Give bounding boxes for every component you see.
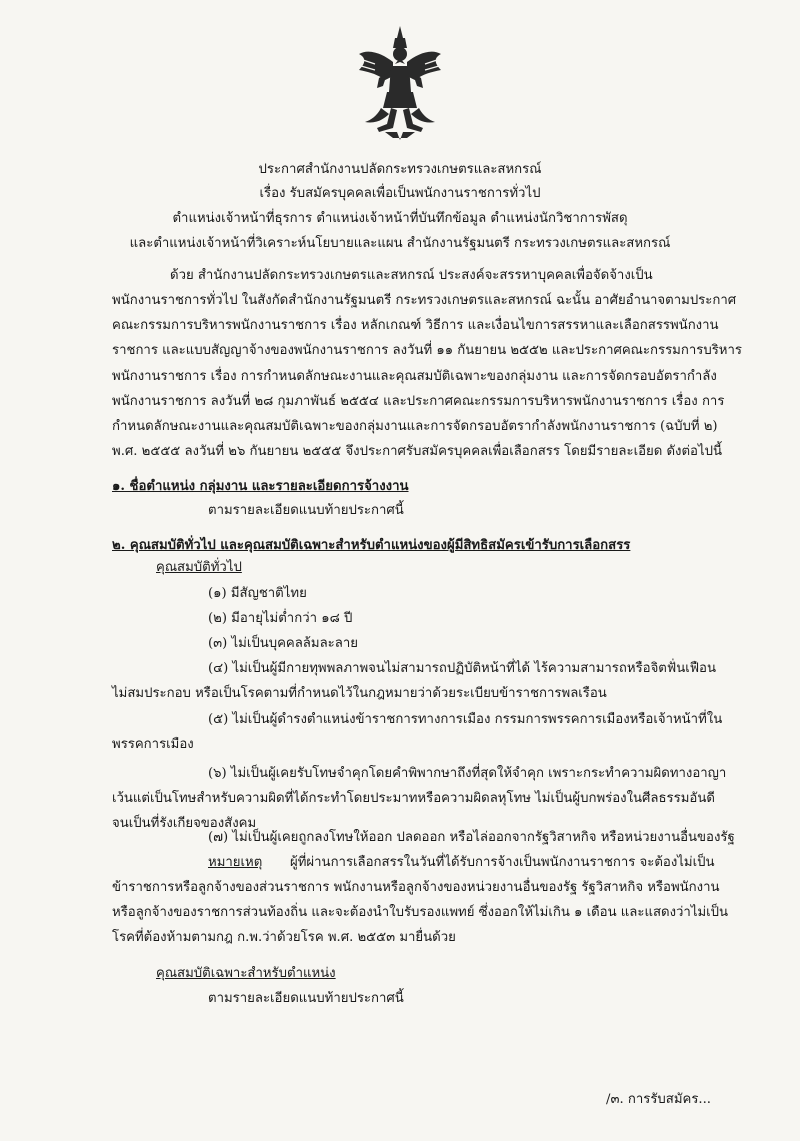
qualification-item: (๑) มีสัญชาติไทย: [208, 586, 307, 601]
intro-line: ราชการ และแบบสัญญาจ้างของพนักงานราชการ ลงวันที่ ๑๑ กันยายน ๒๕๕๒ และประกาศคณะกรรมการบริหาร: [112, 343, 742, 358]
qualification-item: (๕) ไม่เป็นผู้ดำรงตำแหน่งข้าราชการทางการเมือง กรรมการพรรคการเมืองหรือเจ้าหน้าที่ใน: [208, 712, 723, 727]
intro-line: พนักงานราชการ ลงวันที่ ๒๘ กุมภาพันธ์ ๒๕๕๔ และประกาศคณะกรรมการบริหารพนักงานราชการ เรื่อง การ: [112, 394, 725, 409]
section-1-body: ตามรายละเอียดแนบท้ายประกาศนี้: [208, 503, 404, 518]
garuda-emblem-icon: [355, 24, 445, 144]
qualification-item: (๗) ไม่เป็นผู้เคยถูกลงโทษให้ออก ปลดออก หรือไล่ออกจากรัฐวิสาหกิจ หรือหน่วยงานอื่นของรัฐ: [208, 830, 735, 845]
intro-line: พนักงานราชการ เรื่อง การกำหนดลักษณะงานและคุณสมบัติเฉพาะของกลุ่มงาน และการจัดกรอบอัตรากำลัง: [112, 369, 717, 384]
general-qualifications-label: คุณสมบัติทั่วไป: [156, 560, 242, 575]
intro-line: กำหนดลักษณะงานและคุณสมบัติเฉพาะของกลุ่มงานและการจัดกรอบอัตรากำลังพนักงานราชการ (ฉบับที่ ๒): [112, 419, 718, 434]
intro-line: พ.ศ. ๒๕๕๕ ลงวันที่ ๒๖ กันยายน ๒๕๕๕ จึงประกาศรับสมัครบุคคลเพื่อเลือกสรร โดยมีรายละเอียด ดังต่อไปนี้: [112, 444, 722, 459]
announcement-subject: เรื่อง รับสมัครบุคคลเพื่อเป็นพนักงานราชการทั่วไป: [259, 186, 541, 201]
remark-label: หมายเหตุ: [208, 855, 263, 870]
qualification-item: (๔) ไม่เป็นผู้มีกายทุพพลภาพจนไม่สามารถปฏิบัติหน้าที่ได้ ไร้ความสามารถหรือจิตฟั่นเฟือน: [208, 661, 716, 676]
intro-line: คณะกรรมการบริหารพนักงานราชการ เรื่อง หลักเกณฑ์ วิธีการ และเงื่อนไขการสรรหาและเลือกสรรพนักงาน: [112, 318, 719, 333]
section-2-heading: ๒. คุณสมบัติทั่วไป และคุณสมบัติเฉพาะสำหรับตำแหน่งของผู้มีสิทธิสมัครเข้ารับการเลือกสรร: [112, 538, 631, 553]
remark-line: หรือลูกจ้างของราชการส่วนท้องถิ่น และจะต้องนำใบรับรองแพทย์ ซึ่งออกให้ไม่เกิน ๑ เดือน และแสดงว่าไม่เป็น: [112, 905, 729, 920]
remark-line: ข้าราชการหรือลูกจ้างของส่วนราชการ พนักงานหรือลูกจ้างของหน่วยงานอื่นของรัฐ รัฐวิสาหกิจ หรือพนักงาน: [112, 880, 720, 895]
section-1-heading: ๑. ชื่อตำแหน่ง กลุ่มงาน และรายละเอียดการจ้างงาน: [112, 479, 409, 494]
qualification-item-cont: ไม่สมประกอบ หรือเป็นโรคตามที่กำหนดไว้ในกฎหมายว่าด้วยระเบียบข้าราชการพลเรือน: [112, 686, 607, 701]
announcement-positions-cont: และตำแหน่งเจ้าหน้าที่วิเคราะห์นโยบายและแผน สำนักงานรัฐมนตรี กระทรวงเกษตรและสหกรณ์: [129, 236, 671, 251]
announcement-positions: ตำแหน่งเจ้าหน้าที่ธุรการ ตำแหน่งเจ้าหน้าที่บันทึกข้อมูล ตำแหน่งนักวิชาการพัสดุ: [172, 211, 628, 226]
specific-qualifications-body: ตามรายละเอียดแนบท้ายประกาศนี้: [208, 991, 404, 1006]
intro-line: ด้วย สำนักงานปลัดกระทรวงเกษตรและสหกรณ์ ประสงค์จะสรรหาบุคคลเพื่อจัดจ้างเป็น: [170, 268, 653, 283]
qualification-item-cont: เว้นแต่เป็นโทษสำหรับความผิดที่ได้กระทำโดยประมาทหรือความผิดลหุโทษ ไม่เป็นผู้บกพร่องในศีลธรรมอันดี: [112, 791, 715, 806]
qualification-item-cont: จนเป็นที่รังเกียจของสังคม: [112, 816, 257, 831]
qualification-item-cont: พรรคการเมือง: [112, 737, 194, 752]
announcement-title: ประกาศสำนักงานปลัดกระทรวงเกษตรและสหกรณ์: [258, 162, 542, 177]
qualification-item: (๖) ไม่เป็นผู้เคยรับโทษจำคุกโดยคำพิพากษาถึงที่สุดให้จำคุก เพราะกระทำความผิดทางอาญา: [208, 766, 727, 781]
next-page-marker: /๓. การรับสมัคร...: [606, 1092, 711, 1107]
qualification-item: (๓) ไม่เป็นบุคคลล้มละลาย: [208, 636, 358, 651]
qualification-item: (๒) มีอายุไม่ต่ำกว่า ๑๘ ปี: [208, 611, 353, 626]
intro-line: พนักงานราชการทั่วไป ในสังกัดสำนักงานรัฐมนตรี กระทรวงเกษตรและสหกรณ์ ฉะนั้น อาศัยอำนาจตามประกาศ: [112, 293, 737, 308]
remark-line: ผู้ที่ผ่านการเลือกสรรในวันที่ได้รับการจ้างเป็นพนักงานราชการ จะต้องไม่เป็น: [290, 855, 715, 870]
remark-line: โรคที่ต้องห้ามตามกฎ ก.พ.ว่าด้วยโรค พ.ศ. ๒๕๕๓ มายื่นด้วย: [112, 930, 456, 945]
specific-qualifications-label: คุณสมบัติเฉพาะสำหรับตำแหน่ง: [156, 966, 336, 981]
